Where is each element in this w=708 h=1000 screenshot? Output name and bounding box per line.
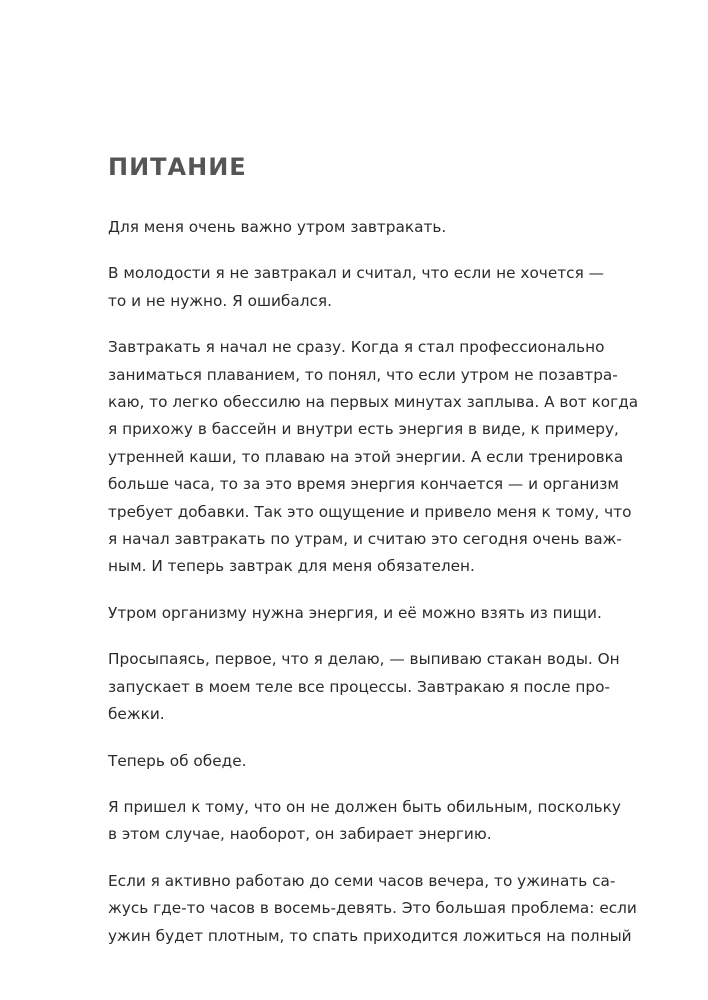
text-line: запускает в моем теле все процессы. Завтракаю я после про- <box>108 677 610 696</box>
text-line: больше часа, то за это время энергия кончается — и организм <box>108 475 619 494</box>
text-line: жусь где-то часов в восемь-девять. Это большая проблема: если <box>108 899 637 918</box>
paragraph <box>108 214 603 241</box>
paragraph <box>108 334 639 581</box>
text-line: Если я активно работаю до семи часов вечера, то ужинать са- <box>108 871 616 890</box>
paragraph <box>108 646 620 728</box>
text-line: в этом случае, наоборот, он забирает энергию. <box>108 825 492 844</box>
paragraph <box>108 794 621 849</box>
chapter-title: ПИТАНИЕ <box>108 153 247 181</box>
text-line: бежки. <box>108 705 165 724</box>
text-line: я начал завтракать по утрам, и считаю это сегодня очень важ- <box>108 530 622 549</box>
page-content <box>108 150 639 969</box>
text-line: требует добавки. Так это ощущение и привело меня к тому, что <box>108 502 632 521</box>
text-line: Я пришел к тому, что он не должен быть обильным, поскольку <box>108 797 621 816</box>
text-line: Утром организму нужна энергия, и её можно взять из пищи. <box>108 603 602 622</box>
paragraph <box>108 868 637 950</box>
text-line: Для меня очень важно утром завтракать. <box>108 218 447 236</box>
text-line: Завтракать я начал не сразу. Когда я стал профессионально <box>108 338 605 357</box>
text-line: каю, то легко обессилю на первых минутах заплыва. А вот когда <box>108 393 639 412</box>
text-line: ным. И теперь завтрак для меня обязателен. <box>108 557 475 576</box>
paragraph <box>108 748 603 775</box>
text-line: утренней каши, то плаваю на этой энергии. А если тренировка <box>108 447 624 466</box>
text-line: Теперь об обеде. <box>108 751 247 770</box>
text-line: я прихожу в бассейн и внутри есть энергия в виде, к примеру, <box>108 420 619 439</box>
text-line: ужин будет плотным, то спать приходится ложиться на полный <box>108 926 632 945</box>
text-line: заниматься плаванием, то понял, что если утром не позавтра- <box>108 365 618 384</box>
paragraph <box>108 600 603 627</box>
text-line: Просыпаясь, первое, что я делаю, — выпиваю стакан воды. Он <box>108 650 620 669</box>
paragraph <box>108 260 603 315</box>
text-line: то и не нужно. Я ошибался. <box>108 291 332 310</box>
text-line: В молодости я не завтракал и считал, что если не хочется — <box>108 264 604 283</box>
